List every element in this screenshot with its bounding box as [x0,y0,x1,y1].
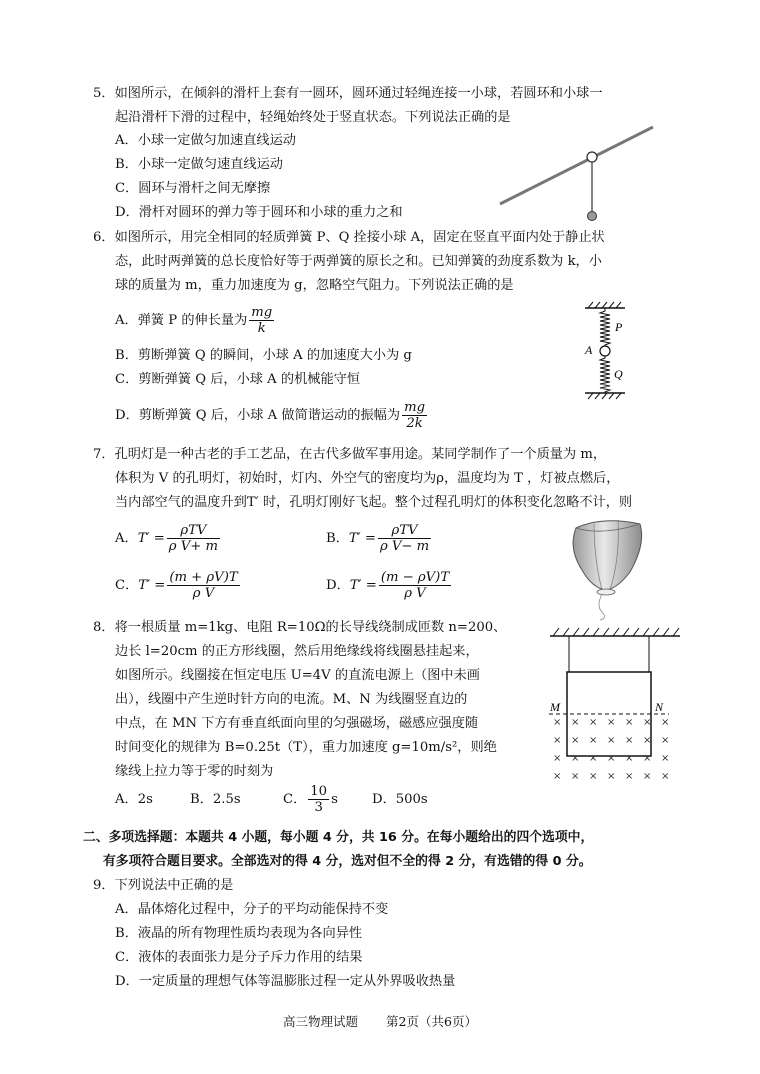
q8-stem-line1: 8．将一根质量 m=1kg、电阻 R=10Ω的长导线绕制成匝数 n=200、 [93,620,507,635]
fraction-numerator: mg [251,305,273,320]
q9-stem: 9．下列说法中正确的是 [93,878,234,893]
q8-stem-line7: 缘线上拉力等于零的时刻为 [115,764,274,779]
q8-stem-line4: 出），线圈中产生逆时针方向的电流。M、N 为线圈竖直边的 [115,692,468,707]
field-cross: × [643,771,652,782]
field-cross: × [607,771,616,782]
label-n: N [655,700,664,714]
field-cross: × [643,735,652,746]
label-p: P [615,320,623,334]
fraction-denominator: ρ V− m [379,539,430,554]
q8-stem-line5: 中点，在 MN 下方有垂直纸面向里的匀强磁场，磁感应强度随 [115,716,479,731]
q9-option-c: C．液体的表面张力是分子斥力作用的结果 [115,950,363,965]
option-label: D． [326,578,350,593]
field-cross: × [571,717,580,728]
fraction-denominator: ρ V [192,586,215,601]
ceiling-hatch [553,628,679,636]
q6-stem-line1: 6．如图所示，用完全相同的轻质弹簧 P、Q 拴接小球 A，固定在竖直平面内处于静止状 [93,230,605,245]
fraction-denominator: 3 [314,800,323,815]
q9-option-a: A．晶体熔化过程中，分子的平均动能保持不变 [115,902,389,917]
q6-option-d-text: D．剪断弹簧 Q 后，小球 A 做简谐运动的振幅为 [115,408,401,423]
q6-option-a [115,305,276,336]
field-cross: × [553,771,562,782]
q5-slide-rod-figure [495,122,660,222]
field-cross: × [553,717,562,728]
lantern-tail [599,594,605,620]
ring [587,152,597,162]
q6-spring-figure [580,302,640,404]
formula-lhs: T′ = [349,578,377,593]
q8-option-c [283,782,338,818]
field-cross: × [643,717,652,728]
spring-q [600,356,610,393]
q5-stem-line2: 起沿滑杆下滑的过程中，轻绳始终处于竖直状态。下列说法正确的是 [115,110,511,125]
field-cross: × [589,735,598,746]
q6-stem-line2: 态，此时两弹簧的总长度恰好等于两弹簧的原长之和。已知弹簧的劲度系数为 k，小 [115,254,602,269]
q8-stem-line3: 如图所示。线圈接在恒定电压 U=4V 的直流电源上（图中未画 [115,668,480,683]
field-cross: × [553,735,562,746]
field-cross: × [643,753,652,764]
fraction-numerator: (m − ρV)T [380,570,450,585]
field-cross: × [589,753,598,764]
q8-option-b: B．2.5s [190,792,241,807]
formula-lhs: T′ = [348,531,376,546]
field-cross: × [661,771,670,782]
label-m: M [550,700,560,714]
field-cross: × [589,717,598,728]
footer-title: 高三物理试题 [283,1014,359,1029]
fraction-numerator: 10 [310,784,328,799]
q8-stem-line6: 时间变化的规律为 B=0.25t（T），重力加速度 g=10m/s²，则绝 [115,740,497,755]
q6-option-a-text: A．弹簧 P 的伸长量为 [115,313,248,328]
formula-lhs: T′ = [137,531,165,546]
fraction-denominator: k [257,321,266,336]
q6-option-a-fraction [249,305,274,336]
q8-coil-figure [545,624,685,784]
formula-lhs: T′ = [138,578,166,593]
inclined-rod [500,127,653,204]
fraction-numerator: ρTV [378,523,431,539]
page-footer [0,1012,760,1030]
field-cross: × [553,753,562,764]
q5-stem-line1: 5．如图所示，在倾斜的滑杆上套有一圆环，圆环通过轻绳连接一小球，若圆环和小球一 [93,86,603,101]
q7-option-a-fraction [167,523,220,554]
field-cross: × [571,771,580,782]
fraction-numerator: ρTV [167,523,220,539]
fraction-numerator: mg [404,400,426,415]
q7-option-d-fraction [379,570,451,601]
field-cross: × [661,735,670,746]
field-cross: × [661,717,670,728]
field-cross: × [589,771,598,782]
label-q: Q [614,367,623,381]
sky-lantern-image [558,514,658,622]
lantern-base [597,589,615,595]
q5-option-c: C．圆环与滑杆之间无摩擦 [115,181,271,196]
option-label: A． [115,531,138,546]
q5-option-a: A．小球一定做匀加速直线运动 [115,133,296,148]
q7-stem-line2: 体积为 V 的孔明灯，初始时，灯内、外空气的密度均为ρ，温度均为 T ，灯被点燃后， [115,471,620,486]
q7-option-b-fraction [378,523,431,554]
field-cross: × [625,771,634,782]
q8-option-d: D．500s [372,792,428,807]
q6-stem-line3: 球的质量为 m，重力加速度为 g，忽略空气阻力。下列说法正确的是 [115,278,514,293]
fraction-denominator: ρ V [404,586,426,601]
q6-option-b: B．剪断弹簧 Q 的瞬间，小球 A 的加速度大小为 g [115,348,412,363]
fraction-denominator: ρ V+ m [168,539,218,554]
magnetic-field-crosses [553,717,669,782]
fraction-denominator: 2k [406,416,423,431]
field-cross: × [661,753,670,764]
fraction-numerator: (m + ρV)T [169,570,238,585]
q6-option-d [115,400,429,431]
small-ball [588,212,597,221]
option-label: C． [283,792,307,807]
q9-option-b: B．液晶的所有物理性质均表现为各向异性 [115,926,363,941]
q7-option-c [115,568,242,604]
ball-a [600,346,610,356]
q7-stem-line3: 当内部空气的温度升到T′ 时，孔明灯刚好飞起。整个过程孔明灯的体积变化忽略不计，则 [115,495,633,510]
bottom-wall-hatch [588,393,621,399]
section2-line1: 二、多项选择题：本题共 4 小题，每小题 4 分，共 16 分。在每小题给出的四个选项中， [83,830,594,845]
spring-p [600,308,610,346]
field-cross: × [607,735,616,746]
unit: s [331,792,338,807]
q7-option-c-fraction [167,570,239,601]
option-label: B． [326,531,349,546]
q8-option-a: A．2s [115,792,153,807]
field-cross: × [571,735,580,746]
field-cross: × [625,753,634,764]
section2-line2: 有多项符合题目要求。全部选对的得 4 分，选对但不全的得 2 分，有选错的得 0 分。 [103,854,592,869]
footer-page-number: 第2页（共6页） [386,1014,477,1029]
q6-option-d-fraction [402,400,427,431]
q5-option-d: D．滑杆对圆环的弹力等于圆环和小球的重力之和 [115,205,403,220]
q8-stem-line2: 边长 l=20cm 的正方形线圈，然后用绝缘线将线圈悬挂起来， [115,644,479,659]
field-cross: × [607,753,616,764]
q8-option-c-fraction [308,784,329,815]
q7-option-a [115,521,222,557]
q9-option-d: D．一定质量的理想气体等温膨胀过程一定从外界吸收热量 [115,974,456,989]
q5-option-b: B．小球一定做匀速直线运动 [115,157,283,172]
field-cross: × [625,717,634,728]
field-cross: × [571,753,580,764]
q7-option-b [326,521,433,557]
q7-option-d [326,568,453,604]
q6-option-c: C．剪断弹簧 Q 后，小球 A 的机械能守恒 [115,372,361,387]
top-wall-hatch [588,302,621,308]
label-a: A [585,343,593,357]
q7-stem-line1: 7．孔明灯是一种古老的手工艺品，在古代多做军事用途。某同学制作了一个质量为 m， [93,447,607,462]
field-cross: × [607,717,616,728]
field-cross: × [625,735,634,746]
option-label: C． [115,578,139,593]
